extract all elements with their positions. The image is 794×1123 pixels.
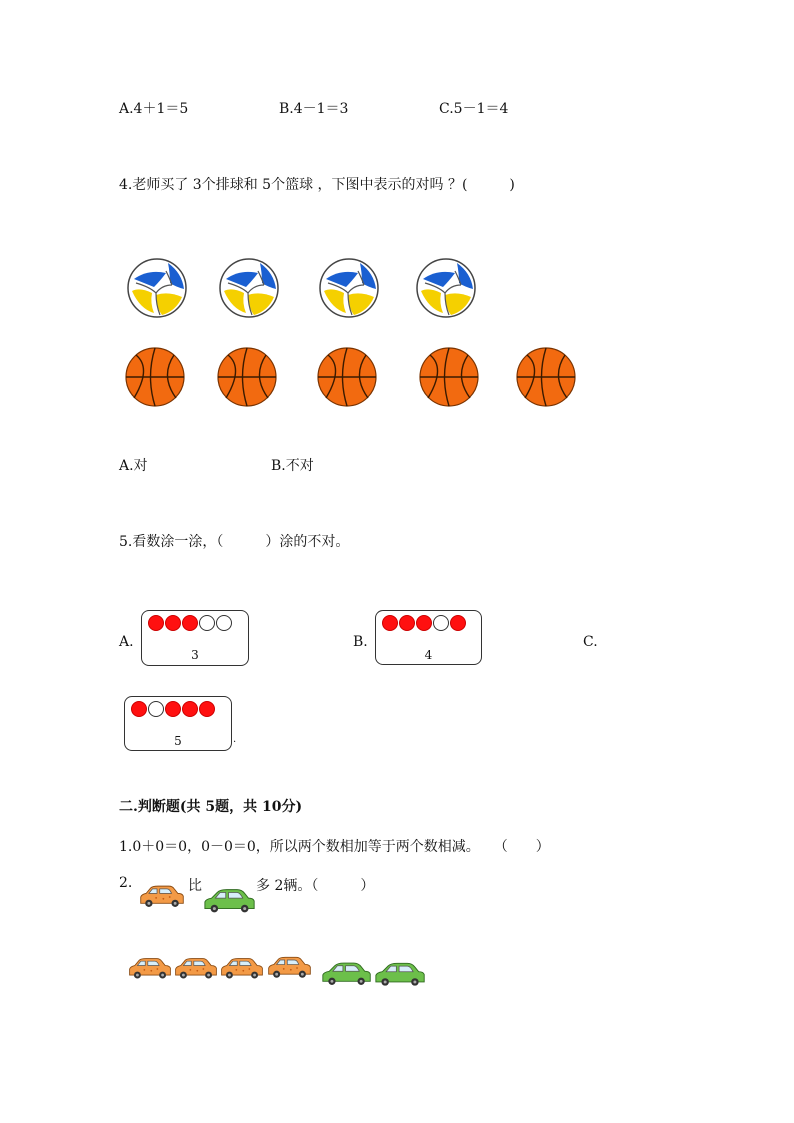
filled-circle-icon: [450, 615, 466, 631]
q5-box-b-dots: [382, 615, 466, 631]
q4-option-b: B.不对: [271, 458, 314, 474]
q5-label-b: B.: [353, 634, 368, 650]
filled-circle-icon: [131, 701, 147, 717]
basketball-icon: [515, 346, 577, 408]
basketball-icon: [418, 346, 480, 408]
section2-title: 二.判断题(共 5题，共 10分): [119, 799, 303, 815]
filled-circle-icon: [382, 615, 398, 631]
q5-trailing-dot: .: [233, 734, 237, 745]
q5-box-c-number: 5: [174, 734, 182, 748]
q3-option-c: C.5－1＝4: [439, 101, 509, 117]
filled-circle-icon: [165, 615, 181, 631]
empty-circle-icon: [216, 615, 232, 631]
filled-circle-icon: [182, 615, 198, 631]
filled-circle-icon: [148, 615, 164, 631]
filled-circle-icon: [182, 701, 198, 717]
orange-car-icon: [127, 956, 173, 982]
orange-car-icon: [173, 956, 219, 982]
q4-question: 4.老师买了 3个排球和 5个篮球 ，下图中表示的对吗 ？( ): [119, 177, 515, 193]
basketball-icon: [124, 346, 186, 408]
q5-box-a-dots: [148, 615, 232, 631]
volleyball-icon: [126, 257, 188, 319]
q5-box-c: [124, 696, 232, 751]
q5-question: 5.看数涂一涂，（ ）涂的不对。: [119, 534, 350, 550]
green-car-icon: [374, 962, 427, 987]
green-car-icon: [203, 888, 257, 914]
section2-q2-number: 2.: [119, 875, 133, 891]
empty-circle-icon: [433, 615, 449, 631]
q3-option-a: A.4＋1＝5: [119, 101, 189, 117]
q5-box-a: [141, 610, 249, 666]
volleyball-icon: [318, 257, 380, 319]
orange-car-icon: [138, 884, 186, 910]
empty-circle-icon: [199, 615, 215, 631]
filled-circle-icon: [416, 615, 432, 631]
basketball-icon: [316, 346, 378, 408]
filled-circle-icon: [199, 701, 215, 717]
section2-q1: 1.0＋0＝0，0－0＝0，所以两个数相加等于两个数相减。 （ ）: [119, 839, 550, 855]
green-car-icon: [321, 962, 373, 986]
volleyball-icon: [415, 257, 477, 319]
section2-q2-tail: 多 2辆。（ ）: [256, 878, 375, 894]
q5-box-b-number: 4: [424, 648, 433, 662]
q5-box-a-number: 3: [191, 648, 199, 662]
q5-box-c-dots: [131, 701, 215, 717]
q5-box-b: [375, 610, 482, 665]
empty-circle-icon: [148, 701, 164, 717]
q3-option-b: B.4－1＝3: [279, 101, 349, 117]
orange-car-icon: [219, 956, 265, 982]
q5-label-a: A.: [119, 634, 134, 650]
filled-circle-icon: [165, 701, 181, 717]
section2-q2-bi: 比: [188, 878, 202, 894]
q4-option-a: A.对: [119, 458, 148, 474]
volleyball-icon: [218, 257, 280, 319]
q5-label-c: C.: [583, 634, 598, 650]
basketball-icon: [216, 346, 278, 408]
orange-car-icon: [266, 955, 313, 981]
filled-circle-icon: [399, 615, 415, 631]
